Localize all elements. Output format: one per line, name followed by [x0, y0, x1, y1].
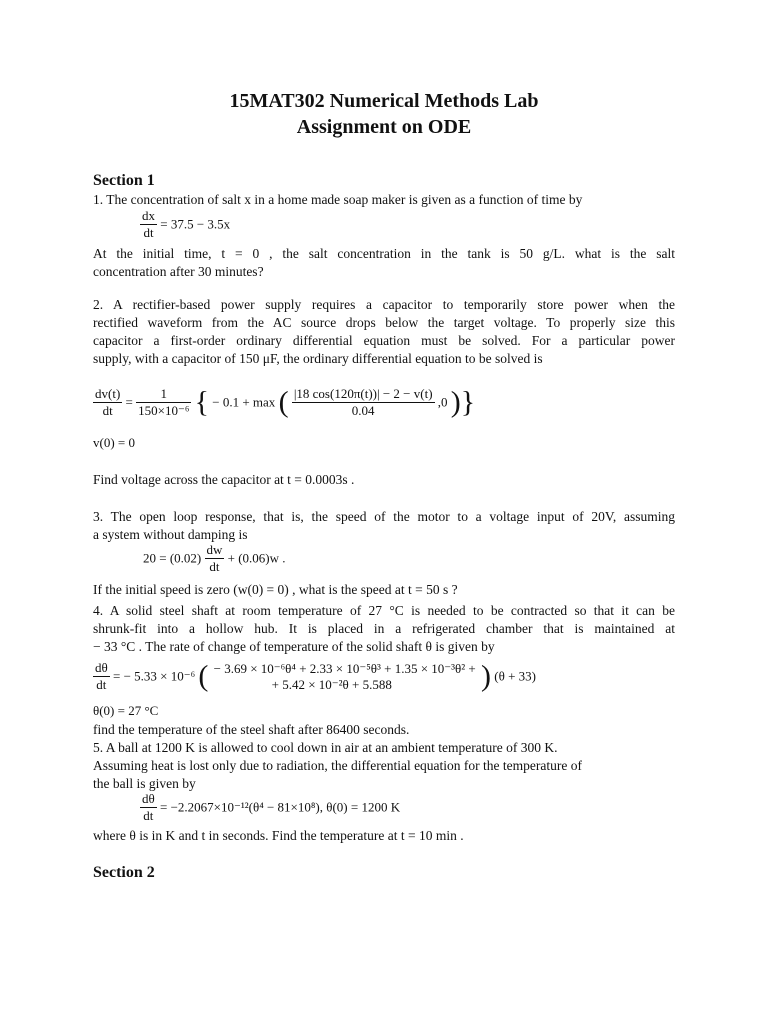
q4-eq-num: dθ: [95, 660, 108, 675]
doc-title-line1: 15MAT302 Numerical Methods Lab: [229, 90, 539, 112]
q2-eq-lhs-den: dt: [102, 403, 113, 418]
q4-line2: shrunk-fit into a hollow hub. It is placed in a refrigerated chamber that is maintained at: [93, 621, 675, 636]
q5-find: where θ is in K and t in seconds. Find the temperature at t = 10 min .: [93, 828, 464, 843]
q3-eq-right: + (0.06)w .: [227, 550, 286, 566]
q1-line2: At the initial time, t = 0 , the salt concentration in the tank is 50 g/L. what is the salt: [93, 246, 675, 261]
q5-line1: 5. A ball at 1200 K is allowed to cool down in air at an ambient temperature of 300 K.: [93, 740, 558, 755]
q1-line3: concentration after 30 minutes?: [93, 264, 264, 279]
q3-eq-den: dt: [209, 559, 220, 574]
q1-text: 1. The concentration of salt x in a home made soap maker is given as a function of time by: [93, 192, 583, 207]
q2-line4: supply, with a capacitor of 150 μF, the ordinary differential equation to be solved is: [93, 351, 543, 366]
q5-eq-num: dθ: [142, 791, 155, 806]
q4-initial: θ(0) = 27 °C: [93, 703, 159, 718]
q2-eq-coef-den: 150×10⁻⁶: [138, 403, 190, 418]
q4-eq-tail: (θ + 33): [494, 668, 536, 684]
q2-line3: capacitor a first-order ordinary differential equation must be solved. For a particular power: [93, 333, 675, 348]
q3-eq-left: 20 = (0.02): [143, 550, 202, 566]
q4-line1: 4. A solid steel shaft at room temperature of 27 °C is needed to be contracted so that it can be: [93, 603, 675, 618]
q2-eq-coef-num: 1: [136, 386, 191, 403]
q1-eq-numerator: dx: [142, 208, 155, 223]
q4-eq-den: dt: [96, 677, 107, 692]
q2-eq-lhs-num: dv(t): [95, 386, 121, 401]
q3-equation: [143, 542, 286, 575]
q3-line2: a system without damping is: [93, 527, 248, 542]
q2-equation: $\frac{dv(t)}{dt}$ = $\frac{1}{\text{150×10⁻⁶}}$ { − 0.1 + max ( $\frac{|18 \cos(120\pi(t))| - 2 - v(t)}{0.04}$ ,0 )}: [95, 385, 476, 419]
q4-line3: − 33 °C . The rate of change of temperature of the solid shaft θ is given by: [93, 639, 495, 654]
q3-eq-num: dw: [206, 542, 223, 557]
doc-title-line2: Assignment on ODE: [296, 116, 472, 138]
q2-line1: 2. A rectifier-based power supply requires a capacitor to temporarily store power when the: [93, 297, 675, 312]
q3-line3: If the initial speed is zero (w(0) = 0) , what is the speed at t = 50 s ?: [93, 582, 458, 597]
q2-eq-inner-den: 0.04: [351, 403, 375, 418]
q4-eq-coef: = − 5.33 × 10⁻⁶: [112, 668, 196, 684]
q5-line2: Assuming heat is lost only due to radiation, the differential equation for the temperature of: [93, 758, 582, 773]
q2-line2: rectified waveform from the AC source drops below the target voltage. To properly size this: [93, 315, 675, 330]
q2-find: Find voltage across the capacitor at t = 0.0003s .: [93, 472, 355, 487]
q4-find: find the temperature of the steel shaft after 86400 seconds.: [93, 722, 410, 737]
q5-line3: the ball is given by: [93, 776, 196, 791]
q2-eq-mid: − 0.1 + max: [212, 394, 276, 410]
q1-eq-rhs: = 37.5 − 3.5x: [160, 216, 231, 232]
q3-line1: 3. The open loop response, that is, the speed of the motor to a voltage input of 20V, assuming: [93, 509, 675, 524]
q4-eq-poly2: + 5.42 × 10⁻²θ + 5.588: [271, 676, 392, 692]
q5-eq-rhs: = −2.2067×10⁻¹²(θ⁴ − 81×10⁸), θ(0) = 1200 K: [159, 799, 401, 815]
section2-heading: Section 2: [93, 864, 155, 881]
q5-equation: [140, 791, 400, 824]
q4-equation: $\frac{d\theta}{dt}$ = − 5.33 × 10⁻⁶ ( − 3.69 × 10⁻⁶θ⁴ + 2.33 × 10⁻⁵θ³ + 1.35 × 10⁻³θ² + + 5.42 × 10⁻²θ + 5.588 ) (θ + 33): [95, 659, 536, 693]
q4-eq-poly1: − 3.69 × 10⁻⁶θ⁴ + 2.33 × 10⁻⁵θ³ + 1.35 × 10⁻³θ² +: [213, 660, 476, 676]
q2-initial: v(0) = 0: [93, 435, 135, 450]
q5-eq-den: dt: [143, 808, 154, 823]
section1-heading: Section 1: [93, 172, 155, 189]
q1-eq-denominator: dt: [143, 225, 154, 240]
q2-eq-tail: ,0: [437, 394, 448, 410]
q1-equation: [140, 208, 230, 241]
q2-eq-inner-num: |18 cos(120π(t))| − 2 − v(t): [293, 386, 433, 401]
